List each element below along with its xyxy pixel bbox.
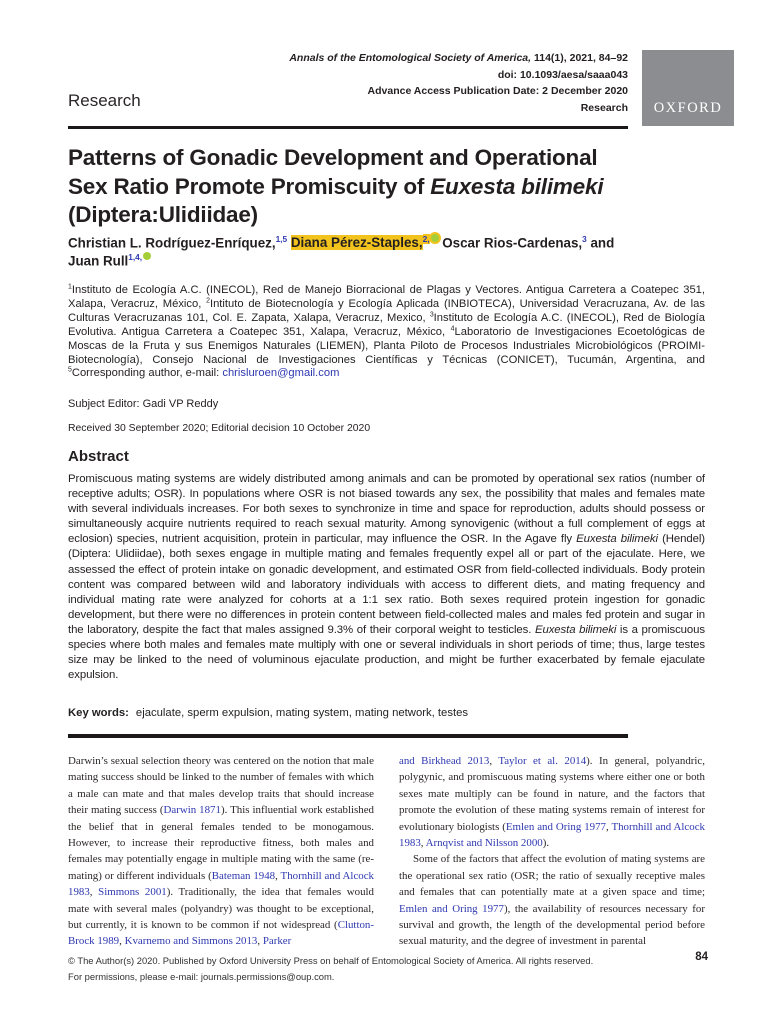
text-segment: and <box>586 235 615 251</box>
text-segment: (Diptera:Ulidiidae) <box>68 202 258 227</box>
text-segment: 114(1), 2021, 84–92 <box>531 52 628 64</box>
text-segment: 3 <box>429 311 434 319</box>
abstract-text <box>68 472 705 683</box>
oxford-logo-text: OXFORD <box>653 100 723 116</box>
footer-permissions: For permissions, please e-mail: journals.permissions@oup.com. <box>68 970 335 982</box>
citation-link[interactable]: Thornhill and Alcock 1983 <box>399 820 705 850</box>
highlighted-author-name: Diana Pérez-Staples, <box>290 235 423 251</box>
advance-access-line: Advance Access Publication Date: 2 December 2020 <box>367 85 628 97</box>
keywords-list: ejaculate, sperm expulsion, mating system, mating network, testes <box>135 707 469 719</box>
citation-link[interactable]: Simmons 2001 <box>98 886 167 899</box>
citation-link[interactable]: Kvarnemo and Simmons 2013 <box>124 935 258 948</box>
text-segment: 5 <box>68 366 72 374</box>
author-name: Christian L. Rodríguez-Enríquez, <box>68 235 276 251</box>
text-segment: Euxesta bilimeki <box>430 173 604 199</box>
affiliation-ref[interactable]: 3 <box>582 234 587 244</box>
text-segment: Instituto de Ecología A.C. (INECOL), Red de Biología Evolutiva. Antigua Carretera a Coatepec 351, Xalapa, Veracruz, México, <box>68 311 705 338</box>
text-segment: Sex Ratio Promote Promiscuity of <box>68 173 431 199</box>
article-title <box>68 144 648 230</box>
subject-editor: Subject Editor: Gadi VP Reddy <box>68 398 219 410</box>
citation-link[interactable]: Emlen and Oring 1977 <box>505 820 606 833</box>
text-segment: Promiscuous mating systems are widely distributed among animals and can be promoted by operational sex ratios (number of receptive adults; OSR). In populations where OSR is not biased towards any sex, the possibility that males and females mate with several individuals increases. For both sexes to synchronize in time and space for reproduction, adults should possess or simultaneously acquire nutrients required to reach sexual maturity. Among synovigenic (without a full complement of eggs at eclosion) species, nutrient acquisition, protein in particular, may influence the OSR. In the Agave fly <box>68 473 705 546</box>
affiliation-ref[interactable]: 1,4, <box>128 252 143 263</box>
keywords <box>68 707 705 719</box>
article-type-line: Research <box>580 101 628 114</box>
text-segment: Laboratorio de Investigaciones Ecoetológicas de Moscas de la Fruta y sus Enemigos Naturales (LIEMEN), Planta Piloto de Procesos Industriales Microbiológicos (PROIMI-Biotecnología), Consejo Nacional de Investigaciones Científicas y Técnicas (CONICET), Tucumán, Argentina, and <box>68 325 705 366</box>
abstract-heading: Abstract <box>68 448 129 465</box>
text-segment: 1 <box>68 283 72 291</box>
text-segment: Intituto de Biotecnología y Ecología Aplicada (INBIOTECA), Universidad Veracruzana, Av. de las Culturas Veracruzanas 101, Col. E. Zapata, Xalapa, Veracruz, Mexico, <box>68 297 705 324</box>
author-name: Juan Rull <box>68 253 129 269</box>
author-list <box>68 234 688 271</box>
text-segment: Euxesta bilimeki <box>576 533 658 546</box>
affiliation-ref[interactable]: 1,5 <box>275 234 288 244</box>
text-segment: 2 <box>206 297 210 305</box>
text-segment: , <box>489 755 499 767</box>
orcid-icon[interactable] <box>431 234 439 242</box>
citation-link[interactable]: Arnqvist and Nilsson 2000 <box>425 837 543 850</box>
citation-link[interactable]: Parker <box>262 935 292 948</box>
header-meta <box>180 50 628 116</box>
text-segment: , <box>89 886 99 899</box>
text-segment: Darwin’s sexual selection theory was centered on the notion that male mating success should be linked to the number of females with which a male can mate and that males develop traits that should increase their mating success ( <box>68 755 374 817</box>
text-segment: ). Traditionally, the idea that females would mate with several males (polyandry) was thought to be exceptional, but currently, it is known to be common if not widespread ( <box>68 886 374 932</box>
citation-link[interactable]: and Birkhead 2013 <box>399 755 490 767</box>
text-segment: ). This influential work established the belief that in general females tended to be monogamous. However, to increase their reproductive fitness, both males and females may potentially engage in multiple mating with the same (re-mating) or different individuals ( <box>68 804 374 882</box>
affiliations <box>68 284 705 381</box>
orcid-icon[interactable] <box>143 252 151 260</box>
text-segment: Annals of the Entomological Society of America, <box>289 52 532 64</box>
journal-citation-line <box>180 50 628 67</box>
citation-link[interactable]: Emlen and Oring 1977 <box>399 902 504 915</box>
text-segment: , <box>275 869 281 882</box>
keywords-label: Key words: <box>68 707 129 719</box>
text-segment: 4 <box>450 324 455 332</box>
body-paragraph <box>68 753 374 950</box>
citation-link[interactable]: Darwin 1871 <box>163 804 221 817</box>
text-segment: , <box>605 820 612 833</box>
body-paragraph <box>399 753 705 851</box>
abstract-rule <box>68 734 628 738</box>
received-dates: Received 30 September 2020; Editorial decision 10 October 2020 <box>68 423 371 434</box>
email-link[interactable]: chrisluroen@gmail.com <box>222 367 340 380</box>
body-columns <box>68 753 705 950</box>
text-segment: (Hendel) (Diptera: Ulidiidae), both sexes engage in multiple mating and females frequently expel all or part of the ejaculate. Here, we assessed the effect of protein intake on gonadic development, and estimated OSR from field-collected individuals. Body protein content was compared between wild and laboratory individuals with access to different diets, and mating frequency and individual mating rate were analyzed for cohorts at a 1:1 sex ratio. Both sexes required protein ingestion for gonadic development, but there were no differences in protein content between field-collected males and males fed protein and sugar in the laboratory, despite the fact that males assigned 9.3% of their corporal weight to testicles. <box>68 533 705 636</box>
affiliation-ref[interactable]: 2, <box>422 234 430 244</box>
doi-line: doi: 10.1093/aesa/saaa043 <box>497 68 628 81</box>
text-segment: , <box>420 837 426 850</box>
text-segment: Instituto de Ecología A.C. (INECOL), Red de Manejo Biorracional de Plagas y Vectores. Antigua Carretera a Coatepec 351, Xalapa, Veracruz, México, <box>68 284 705 310</box>
text-segment: Patterns of Gonadic Development and Operational <box>68 145 598 170</box>
body-left-column <box>68 753 374 950</box>
oxford-logo <box>642 50 734 126</box>
body-paragraph <box>399 851 705 949</box>
header-rule <box>68 126 628 129</box>
text-segment: ). In general, polyandric, polygynic, and promiscuous mating systems where either one or both sexes mate multiply can be found in nature, and the factors that promote the evolution of these mating systems remain of interest for evolutionary biologists ( <box>399 755 705 833</box>
author-name: Oscar Rios-Cardenas, <box>438 235 583 251</box>
page-number: 84 <box>695 951 708 963</box>
text-segment: Some of the factors that affect the evolution of mating systems are the operational sex ratio (OSR; the ratio of sexually receptive males and females that can potentially mate at a given space and time; <box>399 853 705 899</box>
text-segment: Corresponding author, e-mail: <box>71 367 223 380</box>
citation-link[interactable]: Taylor et al. 2014 <box>498 755 587 767</box>
footer <box>68 953 668 984</box>
text-segment: is a promiscuous species where both males and females mate multiply with one or several individuals in short periods of time; thus, large testes size may be linked to the need of voluminous ejaculate production, and might be further exacerbated by female ejaculate expulsion. <box>68 623 705 682</box>
text-segment: , <box>257 935 263 948</box>
body-right-column <box>399 753 705 950</box>
text-segment: , <box>119 935 125 948</box>
text-segment: Euxesta bilimeki <box>534 623 617 636</box>
text-segment: ). <box>542 837 550 850</box>
footer-copyright: © The Author(s) 2020. Published by Oxford University Press on behalf of Entomological Society of America. All rights reserved. <box>68 955 594 966</box>
text-segment: ), the availability of resources necessary for survival and growth, the length of the developmental period before sexual maturity, and the degree of investment in parental <box>399 902 705 948</box>
citation-link[interactable]: Thornhill and Alcock 1983 <box>68 869 375 899</box>
citation-link[interactable]: Bateman 1948 <box>211 869 276 882</box>
citation-link[interactable]: Clutton-Brock 1989 <box>68 919 374 948</box>
section-label: Research <box>68 91 141 110</box>
